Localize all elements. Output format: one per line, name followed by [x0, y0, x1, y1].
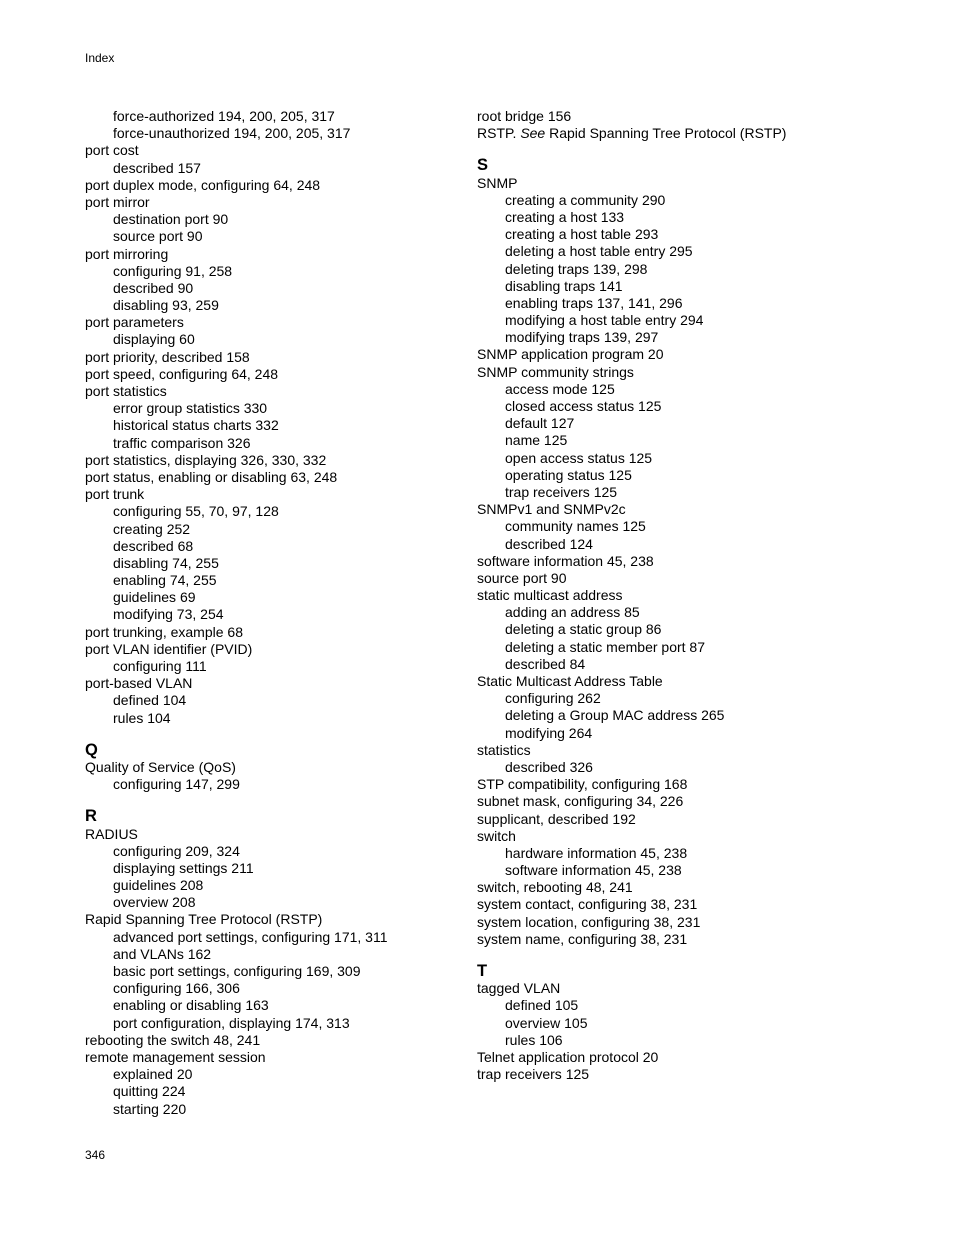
index-subentry: disabling 93, 259 [113, 297, 219, 314]
index-subentry: described 68 [113, 537, 194, 554]
index-subentry: access mode 125 [505, 380, 615, 397]
index-entry: system name, configuring 38, 231 [477, 930, 688, 947]
index-entry: system contact, configuring 38, 231 [477, 896, 698, 913]
index-subentry: deleting a host table entry 295 [505, 243, 693, 260]
index-subentry: displaying 60 [113, 331, 195, 348]
index-subentry: creating 252 [113, 520, 191, 537]
index-subentry: defined 105 [505, 997, 579, 1014]
index-subentry: deleting a static member port 87 [505, 638, 705, 655]
index-entry: subnet mask, configuring 34, 226 [477, 793, 684, 810]
index-subentry: error group statistics 330 [113, 400, 268, 417]
index-subentry: configuring 147, 299 [113, 776, 240, 793]
index-letter-heading: R [85, 807, 97, 826]
index-entry: port priority, described 158 [85, 348, 250, 365]
index-subentry: destination port 90 [113, 211, 229, 228]
index-subentry: rules 106 [505, 1031, 563, 1048]
index-entry: Quality of Service (QoS) [85, 758, 236, 775]
index-entry: switch [477, 827, 516, 844]
index-entry: SNMP application program 20 [477, 346, 664, 363]
index-subentry: guidelines 208 [113, 877, 204, 894]
index-entry: SNMPv1 and SNMPv2c [477, 501, 626, 518]
index-entry: port trunking, example 68 [85, 623, 243, 640]
index-subentry: creating a host table 293 [505, 226, 659, 243]
index-subentry: open access status 125 [505, 449, 653, 466]
index-subentry: default 127 [505, 415, 575, 432]
index-entry: Rapid Spanning Tree Protocol (RSTP) [85, 911, 323, 928]
index-subentry: creating a host 133 [505, 208, 625, 225]
index-subentry: historical status charts 332 [113, 417, 279, 434]
index-subentry: name 125 [505, 432, 568, 449]
index-subentry: basic port settings, configuring 169, 309 [113, 963, 361, 979]
running-header: Index [85, 51, 115, 65]
index-column-right [477, 108, 927, 1083]
index-subentry: modifying a host table entry 294 [505, 312, 704, 329]
index-entry: port statistics [85, 383, 167, 399]
index-subentry: configuring 55, 70, 97, 128 [113, 503, 279, 520]
see-reference-label: See [520, 125, 546, 142]
index-subentry: overview 105 [505, 1014, 588, 1031]
index-subentry: displaying settings 211 [113, 859, 254, 876]
index-subentry: explained 20 [113, 1066, 193, 1083]
index-entry: system location, configuring 38, 231 [477, 913, 701, 930]
index-subentry: deleting a static group 86 [505, 621, 662, 638]
index-subentry: deleting traps 139, 298 [505, 260, 648, 277]
index-letter-heading: S [477, 156, 489, 175]
index-entry: port statistics, displaying 326, 330, 332 [85, 451, 327, 468]
index-subentry: closed access status 125 [505, 398, 662, 414]
index-subentry: disabling traps 141 [505, 277, 623, 294]
index-entry: root bridge 156 [477, 108, 572, 124]
index-subentry: quitting 224 [113, 1083, 186, 1100]
index-entry: port duplex mode, configuring 64, 248 [85, 176, 321, 193]
index-entry: port VLAN identifier (PVID) [85, 640, 253, 657]
index-entry: software information 45, 238 [477, 552, 654, 569]
index-entry: rebooting the switch 48, 241 [85, 1031, 261, 1048]
index-subentry: described 157 [113, 159, 201, 176]
index-subentry: modifying traps 139, 297 [505, 329, 659, 346]
index-subentry: disabling 74, 255 [113, 554, 219, 571]
index-entry-term: RSTP. [477, 125, 521, 142]
index-subentry: hardware information 45, 238 [505, 844, 688, 861]
index-entry: Telnet application protocol 20 [477, 1048, 659, 1065]
index-subentry: enabling traps 137, 141, 296 [505, 294, 683, 311]
index-letter-heading: Q [85, 740, 98, 759]
index-subentry: configuring 262 [505, 690, 601, 707]
index-subentry: source port 90 [113, 228, 203, 245]
index-subentry: and VLANs 162 [113, 945, 212, 962]
index-entry: supplicant, described 192 [477, 810, 636, 827]
index-entry: SNMP community strings [477, 363, 634, 380]
index-entry: switch, rebooting 48, 241 [477, 879, 633, 896]
index-subentry: adding an address 85 [505, 604, 640, 621]
index-subentry: trap receivers 125 [505, 483, 618, 500]
index-subentry: modifying 264 [505, 724, 593, 741]
index-subentry: configuring 209, 324 [113, 842, 240, 859]
index-subentry: force-authorized 194, 200, 205, 317 [113, 108, 335, 124]
page-number: 346 [85, 1148, 106, 1162]
index-subentry: defined 104 [113, 692, 187, 709]
index-entry: remote management session [85, 1048, 266, 1065]
index-entry: port status, enabling or disabling 63, 248 [85, 468, 338, 485]
index-entry: STP compatibility, configuring 168 [477, 776, 688, 793]
see-reference-target: Rapid Spanning Tree Protocol (RSTP) [545, 125, 787, 142]
index-subentry: configuring 111 [113, 658, 207, 674]
index-entry: port mirror [85, 193, 150, 210]
index-entry: trap receivers 125 [477, 1066, 590, 1083]
index-subentry: operating status 125 [505, 466, 632, 483]
index-entry [477, 125, 927, 142]
index-entry: port parameters [85, 314, 184, 331]
index-entry: Static Multicast Address Table [477, 673, 663, 689]
index-entry: port mirroring [85, 245, 169, 262]
index-subentry: described 124 [505, 535, 593, 552]
index-entry: port trunk [85, 486, 145, 503]
index-subentry: modifying 73, 254 [113, 606, 224, 623]
index-entry: source port 90 [477, 569, 567, 586]
index-subentry: traffic comparison 326 [113, 434, 251, 451]
index-subentry: creating a community 290 [505, 191, 666, 208]
index-letter-heading: T [477, 962, 488, 980]
index-entry: SNMP [477, 174, 518, 191]
index-subentry: software information 45, 238 [505, 862, 682, 879]
index-subentry: advanced port settings, configuring 171, 311 [113, 928, 388, 945]
index-subentry: force-unauthorized 194, 200, 205, 317 [113, 125, 351, 142]
index-subentry: deleting a Group MAC address 265 [505, 707, 725, 724]
index-entry: port cost [85, 142, 139, 159]
index-entry: RADIUS [85, 825, 138, 842]
index-subentry: enabling 74, 255 [113, 572, 217, 589]
index-entry: tagged VLAN [477, 980, 561, 997]
index-subentry: configuring 91, 258 [113, 262, 233, 279]
index-entry: port-based VLAN [85, 675, 193, 692]
index-subentry: described 326 [505, 758, 593, 775]
index-entry: port speed, configuring 64, 248 [85, 365, 279, 382]
index-subentry: starting 220 [113, 1100, 187, 1117]
index-subentry: rules 104 [113, 709, 171, 726]
index-subentry: described 84 [505, 655, 586, 672]
index-subentry: described 90 [113, 279, 194, 296]
index-subentry: enabling or disabling 163 [113, 997, 269, 1014]
index-subentry: guidelines 69 [113, 589, 196, 606]
index-subentry: overview 208 [113, 894, 196, 911]
index-column-left [85, 108, 485, 1118]
index-entry: static multicast address [477, 587, 623, 604]
index-subentry: community names 125 [505, 518, 646, 535]
index-entry: statistics [477, 741, 531, 758]
index-subentry: configuring 166, 306 [113, 980, 240, 997]
index-subentry: port configuration, displaying 174, 313 [113, 1014, 350, 1031]
